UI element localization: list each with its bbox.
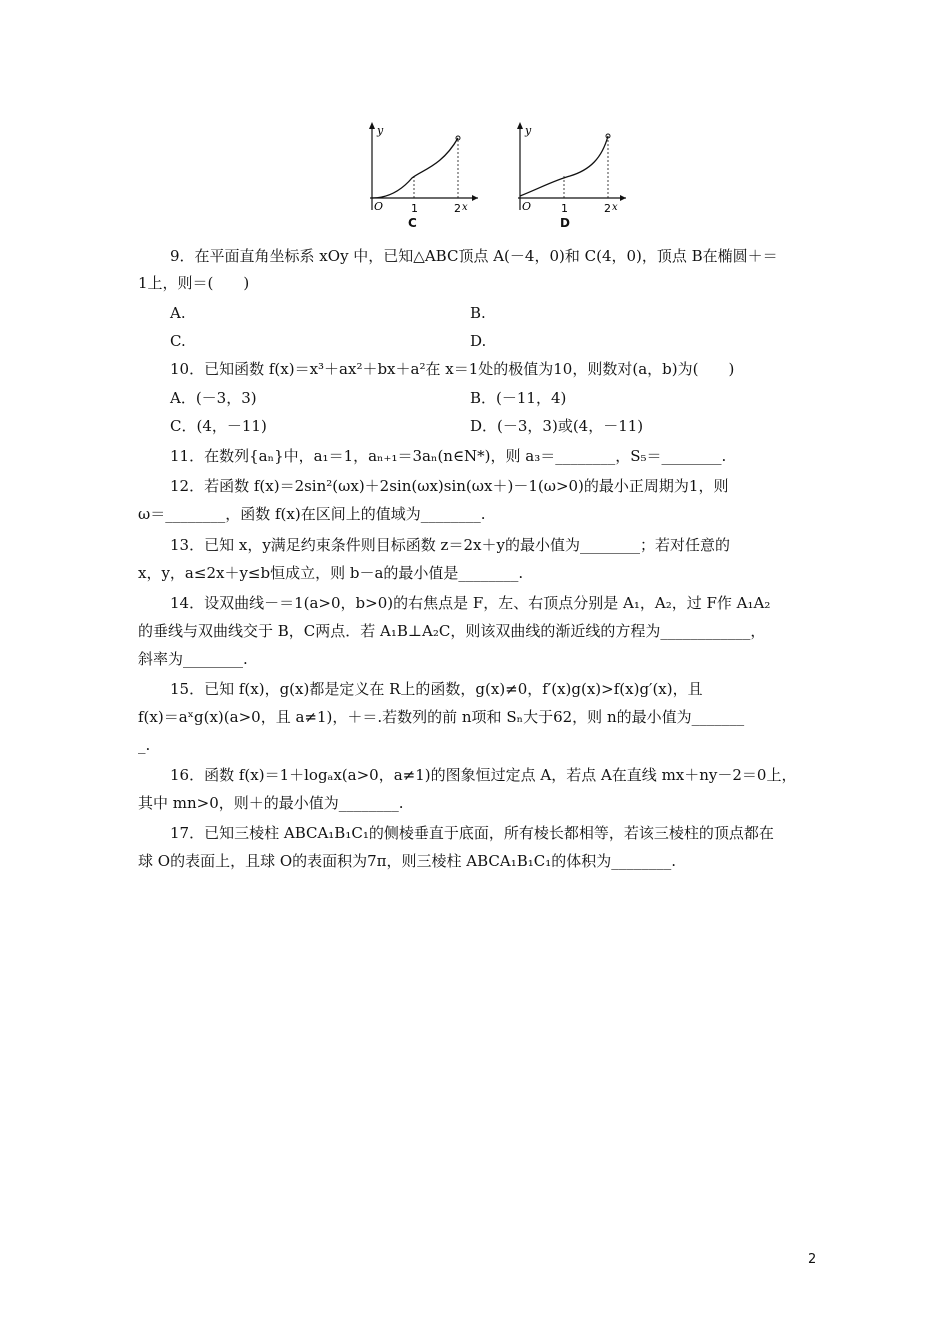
q17-line-1: 17．已知三棱柱 ABCA₁B₁C₁的侧棱垂直于底面，所有棱长都相等，若该三棱柱的顶点都在 xyxy=(170,824,774,842)
q12-line-1: 12．若函数 f(x)＝2sin²(ωx)＋2sin(ωx)sin(ωx＋)－1(ω>0)的最小正周期为1，则 xyxy=(170,477,729,495)
q9-line-1: 9．在平面直角坐标系 xOy 中，已知△ABC顶点 A(－4，0)和 C(4，0)，顶点 B在椭圆＋＝ xyxy=(170,247,778,265)
x-label: x xyxy=(612,202,618,213)
curve xyxy=(372,138,458,198)
q13-line-2: x，y，a≤2x＋y≤b恒成立，则 b－a的最小值是________. xyxy=(138,564,524,582)
q10-line-1: 10．已知函数 f(x)＝x³＋ax²＋bx＋a²在 x＝1处的极值为10，则数对(a，b)为( ) xyxy=(170,360,735,378)
q14-line-2: 的垂线与双曲线交于 B，C两点．若 A₁B⊥A₂C，则该双曲线的渐近线的方程为____________， xyxy=(138,622,766,640)
tick-1: 1 xyxy=(411,202,418,215)
y-axis-arrow xyxy=(517,122,523,129)
graph-d-label: D xyxy=(560,216,570,230)
tick-2: 2 xyxy=(454,202,461,215)
q15-line-2: f(x)＝aˣg(x)(a>0，且 a≠1)，＋＝.若数列的前 n项和 Sₙ大于62，则 n的最小值为_______ xyxy=(138,708,745,726)
tick-1: 1 xyxy=(561,202,568,215)
q10-option-a: A．(－3，3) xyxy=(170,389,257,407)
graph-c-plot xyxy=(362,118,482,218)
curve xyxy=(520,136,608,196)
q16-line-2: 其中 mn>0，则＋的最小值为________. xyxy=(138,794,404,812)
q9-option-d: D. xyxy=(470,332,487,350)
q9-option-c: C. xyxy=(170,332,186,350)
q10-option-b: B．(－11，4) xyxy=(470,389,567,407)
page-number: 2 xyxy=(808,1252,817,1267)
graph-d xyxy=(510,118,630,218)
tick-2: 2 xyxy=(604,202,611,215)
y-axis-arrow xyxy=(369,122,375,129)
q10-option-c: C．(4，－11) xyxy=(170,417,267,435)
x-axis-arrow xyxy=(472,195,478,201)
q9-option-a: A. xyxy=(170,304,186,322)
q12-line-2: ω＝________，函数 f(x)在区间上的值域为________. xyxy=(138,505,486,523)
q15-line-3: _. xyxy=(138,736,151,754)
graph-c-label: C xyxy=(408,216,417,230)
q13-line-1: 13．已知 x，y满足约束条件则目标函数 z＝2x＋y的最小值为________；若对任意的 xyxy=(170,536,730,554)
origin-label: O xyxy=(522,200,532,213)
x-axis-arrow xyxy=(620,195,626,201)
y-label: y xyxy=(525,124,532,137)
origin-label: O xyxy=(374,200,384,213)
q9-line-2: 1上，则＝( ) xyxy=(138,274,250,292)
q10-option-d: D．(－3，3)或(4，－11) xyxy=(470,417,644,435)
q14-line-3: 斜率为________. xyxy=(138,650,248,668)
q17-line-2: 球 O的表面上，且球 O的表面积为7π，则三棱柱 ABCA₁B₁C₁的体积为________. xyxy=(138,852,677,870)
q14-line-1: 14．设双曲线－＝1(a>0，b>0)的右焦点是 F，左、右顶点分别是 A₁，A₂，过 F作 A₁A₂ xyxy=(170,594,771,612)
q16-line-1: 16．函数 f(x)＝1＋logₐx(a>0，a≠1)的图象恒过定点 A，若点 A在直线 mx＋ny－2＝0上， xyxy=(170,766,797,784)
x-label: x xyxy=(462,202,468,213)
graph-d-plot xyxy=(510,118,630,218)
y-label: y xyxy=(377,124,384,137)
q9-option-b: B. xyxy=(470,304,486,322)
q11-line-1: 11．在数列{aₙ}中，a₁＝1，aₙ₊₁＝3aₙ(n∈N*)，则 a₃＝________，S₅＝________. xyxy=(170,447,727,465)
q15-line-1: 15．已知 f(x)，g(x)都是定义在 R上的函数，g(x)≠0，f′(x)g(x)>f(x)g′(x)，且 xyxy=(170,680,703,698)
graph-c xyxy=(362,118,482,218)
